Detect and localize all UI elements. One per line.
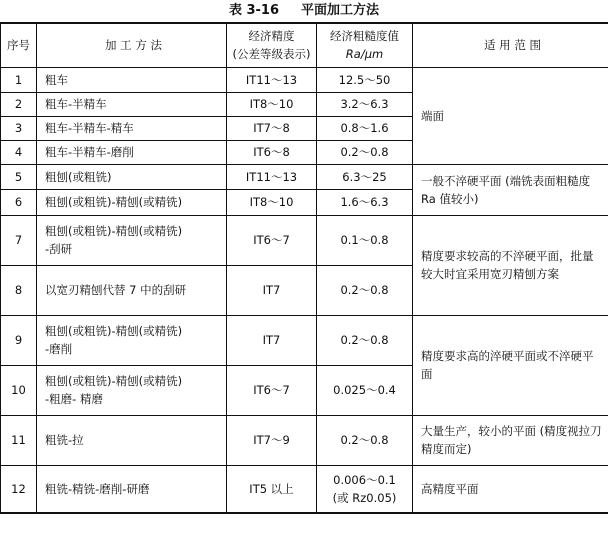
cell-seq: 5	[1, 164, 37, 189]
table-title	[0, 0, 608, 22]
cell-method	[37, 315, 227, 365]
header-seq: 序号	[1, 23, 37, 67]
cell-method-line2: -刮研	[45, 242, 73, 256]
cell-roughness: 1.6～6.3	[317, 189, 413, 215]
cell-method	[37, 215, 227, 265]
cell-accuracy: IT8～10	[227, 92, 317, 116]
cell-roughness: 0.1～0.8	[317, 215, 413, 265]
table-row	[1, 415, 608, 465]
cell-method-line2: -粗磨- 精磨	[45, 392, 103, 406]
cell-accuracy: IT6～7	[227, 365, 317, 415]
cell-seq: 8	[1, 265, 37, 315]
cell-method: 粗车-半精车-精车	[37, 116, 227, 140]
cell-method-line2: -磨削	[45, 342, 73, 356]
cell-scope: 精度要求高的淬硬平面或不淬硬平面	[413, 315, 608, 415]
table-row	[1, 215, 608, 265]
cell-seq: 6	[1, 189, 37, 215]
cell-roughness: 3.2～6.3	[317, 92, 413, 116]
cell-seq: 4	[1, 140, 37, 164]
cell-method-line1: 粗刨(或粗铣)-精刨(或精铣)	[45, 224, 183, 238]
cell-scope: 端面	[413, 67, 608, 164]
cell-method-line1: 粗刨(或粗铣)-精刨(或精铣)	[45, 324, 183, 338]
table-row	[1, 164, 608, 189]
cell-roughness: 12.5～50	[317, 67, 413, 92]
cell-method: 粗铣-精铣-磨削-研磨	[37, 465, 227, 513]
cell-accuracy: IT7	[227, 315, 317, 365]
header-scope: 适 用 范 围	[413, 23, 608, 67]
cell-accuracy: IT7～9	[227, 415, 317, 465]
cell-roughness: 0.2～0.8	[317, 315, 413, 365]
cell-accuracy: IT11～13	[227, 67, 317, 92]
cell-roughness: 0.2～0.8	[317, 140, 413, 164]
table-row	[1, 67, 608, 92]
header-accuracy-line1: 经济精度	[248, 29, 295, 44]
table-number: 表 3-16	[228, 3, 280, 18]
header-roughness-line1: 经济粗糙度值	[330, 29, 399, 44]
table-caption: 平面加工方法	[301, 3, 380, 18]
header-accuracy-line2: (公差等级表示)	[232, 47, 311, 62]
cell-accuracy: IT7～8	[227, 116, 317, 140]
table-row	[1, 315, 608, 365]
cell-roughness-line1: 0.006～0.1	[333, 472, 396, 487]
cell-method: 粗铣-拉	[37, 415, 227, 465]
cell-seq: 10	[1, 365, 37, 415]
cell-accuracy: IT6～8	[227, 140, 317, 164]
cell-roughness: 0.2～0.8	[317, 265, 413, 315]
cell-roughness: 6.3～25	[317, 164, 413, 189]
cell-seq: 7	[1, 215, 37, 265]
cell-scope: 大量生产，较小的平面 (精度视拉刀精度而定)	[413, 415, 608, 465]
machining-methods-table	[0, 22, 608, 514]
cell-accuracy: IT8～10	[227, 189, 317, 215]
cell-seq: 3	[1, 116, 37, 140]
cell-roughness: 0.8～1.6	[317, 116, 413, 140]
cell-accuracy: IT11～13	[227, 164, 317, 189]
cell-seq: 2	[1, 92, 37, 116]
cell-roughness	[317, 465, 413, 513]
table-row	[1, 465, 608, 513]
cell-method: 粗刨(或粗铣)-精刨(或精铣)	[37, 189, 227, 215]
cell-roughness: 0.2～0.8	[317, 415, 413, 465]
cell-scope: 高精度平面	[413, 465, 608, 513]
cell-accuracy: IT6～7	[227, 215, 317, 265]
header-roughness-line2: Ra/μm	[345, 47, 384, 62]
cell-seq: 11	[1, 415, 37, 465]
cell-method: 以宽刃精刨代替 7 中的刮研	[37, 265, 227, 315]
cell-method: 粗车-半精车-磨削	[37, 140, 227, 164]
cell-method: 粗车	[37, 67, 227, 92]
cell-method	[37, 365, 227, 415]
cell-roughness-line2: (或 Rz0.05)	[332, 490, 397, 505]
cell-accuracy: IT5 以上	[227, 465, 317, 513]
cell-scope: 一般不淬硬平面 (端铣表面粗糙度 Ra 值较小)	[413, 164, 608, 215]
header-method: 加 工 方 法	[37, 23, 227, 67]
cell-method: 粗车-半精车	[37, 92, 227, 116]
cell-roughness: 0.025～0.4	[317, 365, 413, 415]
cell-seq: 1	[1, 67, 37, 92]
header-roughness	[317, 23, 413, 67]
cell-accuracy: IT7	[227, 265, 317, 315]
cell-seq: 12	[1, 465, 37, 513]
cell-method-line1: 粗刨(或粗铣)-精刨(或精铣)	[45, 374, 183, 388]
cell-seq: 9	[1, 315, 37, 365]
header-row	[1, 23, 608, 67]
cell-method: 粗刨(或粗铣)	[37, 164, 227, 189]
header-accuracy	[227, 23, 317, 67]
cell-scope: 精度要求较高的不淬硬平面，批量较大时宜采用宽刃精刨方案	[413, 215, 608, 315]
